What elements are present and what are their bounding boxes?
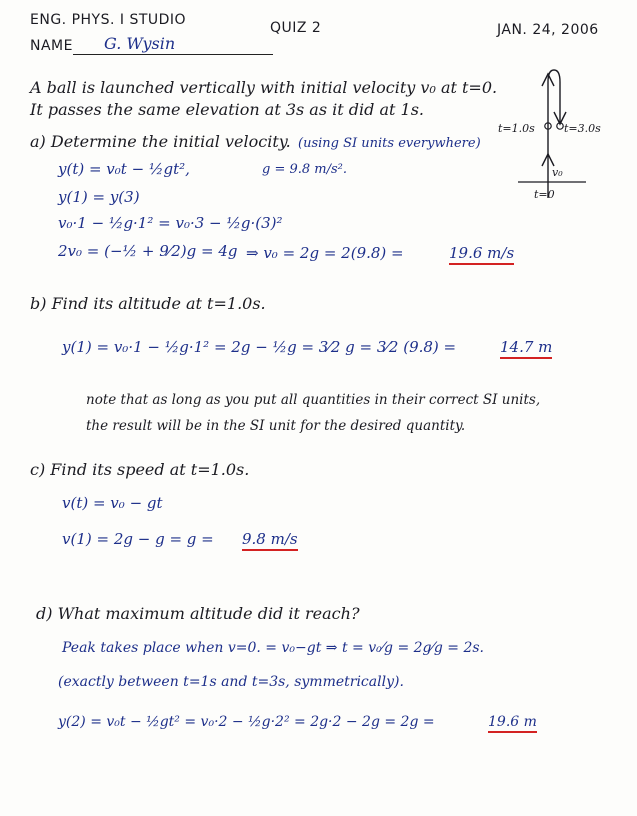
part-b-note-1: note that as long as you put all quantities in their correct SI units, <box>86 392 541 408</box>
quiz-label: QUIZ 2 <box>270 20 322 36</box>
part-a-eq-3: v₀·1 − ½g·1² = v₀·3 − ½g·(3)² <box>58 214 283 232</box>
part-a-eq-1b: g = 9.8 m/s². <box>262 162 348 177</box>
diagram-label-t3: t=3.0s <box>564 122 601 135</box>
part-b-eq-1: y(1) = v₀·1 − ½g·1² = 2g − ½g = 3⁄2 g = 3⁄2 (9.8) = <box>62 338 457 356</box>
problem-line-2: It passes the same elevation at 3s as it did at 1s. <box>30 100 424 119</box>
part-d-question: d) What maximum altitude did it reach? <box>36 604 360 623</box>
part-d-eq-1: y(2) = v₀t − ½gt² = v₀·2 − ½g·2² = 2g·2 − 2g = 2g = <box>58 714 435 730</box>
part-c-answer <box>242 530 298 551</box>
part-d-answer <box>488 714 537 733</box>
diagram-label-t1: t=1.0s <box>498 122 535 135</box>
diagram-label-v0: v₀ <box>552 166 563 179</box>
student-name: G. Wysin <box>104 34 176 53</box>
part-a-units-note: (using SI units everywhere) <box>298 136 481 151</box>
part-a-question: a) Determine the initial velocity. <box>30 132 291 151</box>
part-a-answer <box>449 244 514 265</box>
part-d-line-2: (exactly between t=1s and t=3s, symmetrically). <box>58 674 404 690</box>
problem-line-1: A ball is launched vertically with initial velocity v₀ at t=0. <box>30 78 498 97</box>
part-c-eq-1: v(t) = v₀ − gt <box>62 494 163 512</box>
name-underline <box>73 54 273 55</box>
part-a-eq-4: 2v₀ = (−½ + 9⁄2)g = 4g <box>58 242 238 260</box>
part-a-eq-2: y(1) = y(3) <box>58 188 140 206</box>
part-b-answer <box>500 338 552 359</box>
part-b-answer-text: 14.7 m <box>500 338 552 359</box>
part-a-eq-5: ⇒ v₀ = 2g = 2(9.8) = <box>246 244 404 262</box>
diagram-label-t0: t=0 <box>534 188 555 201</box>
part-b-note-2: the result will be in the SI unit for the desired quantity. <box>86 418 466 434</box>
part-c-answer-text: 9.8 m/s <box>242 530 298 551</box>
quiz-date: JAN. 24, 2006 <box>497 22 599 38</box>
motion-diagram <box>490 62 630 212</box>
part-a-eq-1: y(t) = v₀t − ½gt², <box>58 160 190 178</box>
part-d-line-1: Peak takes place when v=0. = v₀−gt ⇒ t = v₀⁄g = 2g⁄g = 2s. <box>62 640 484 656</box>
name-label: NAME <box>30 38 73 54</box>
part-c-question: c) Find its speed at t=1.0s. <box>30 460 250 479</box>
course-title: ENG. PHYS. I STUDIO <box>30 12 187 28</box>
part-b-question: b) Find its altitude at t=1.0s. <box>30 294 266 313</box>
part-a-answer-text: 19.6 m/s <box>449 244 514 265</box>
part-c-eq-2: v(1) = 2g − g = g = <box>62 530 214 548</box>
part-d-answer-text: 19.6 m <box>488 714 537 733</box>
